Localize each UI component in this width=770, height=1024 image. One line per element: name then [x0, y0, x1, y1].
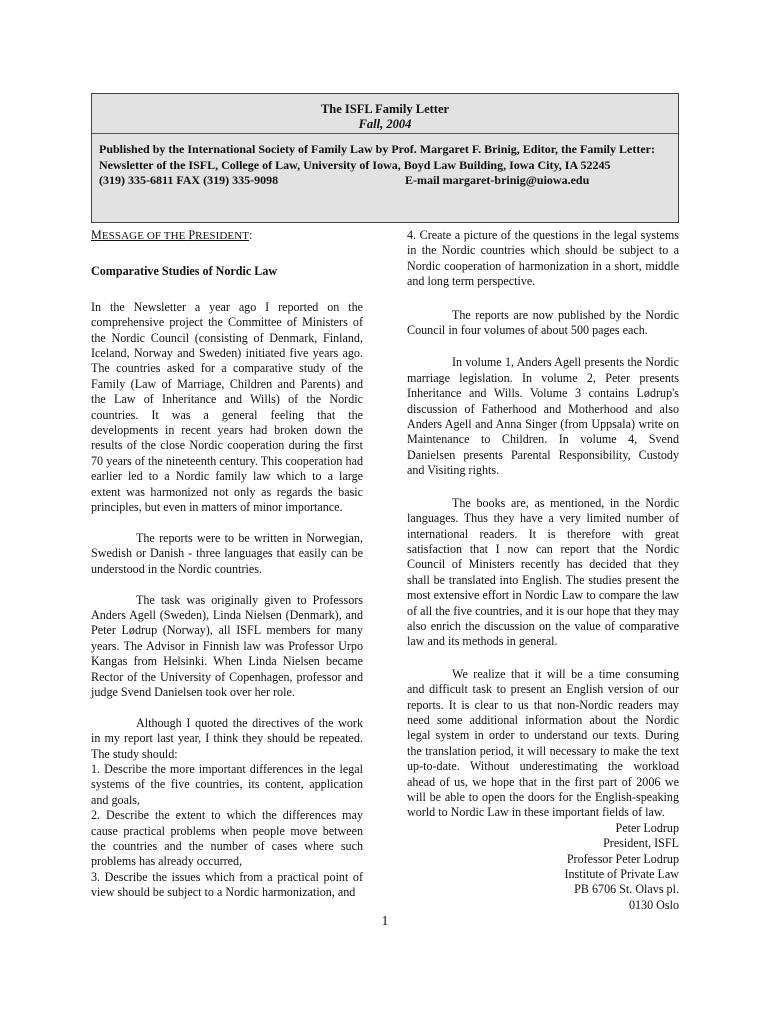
- paragraph: The reports are now published by the Nordic Council in four volumes of about 500 pages each.: [407, 307, 679, 338]
- section-label-colon: :: [249, 228, 253, 242]
- email-address: E-mail margaret-brinig@uiowa.edu: [405, 173, 590, 187]
- list-item: 4. Create a picture of the questions in the legal systems in the Nordic countries which should be subject to a Nordic cooperation of harmonization in a short, middle and long term perspective.: [407, 228, 679, 289]
- list-item: 2. Describe the extent to which the differences may cause practical problems when people move between the countries and the number of cases where such problems has already occurred,: [91, 808, 363, 869]
- signature-block: [407, 821, 679, 913]
- section-label: MESSAGE OF THE PRESIDENT: [91, 228, 250, 242]
- publisher-text: Published by the International Society of Family Law by Prof. Margaret F. Brinig, Editor, the Family Letter: Newsletter of the ISFL, College of Law, University of Iowa, Boyd Law Building, Iowa City, IA 52245: [99, 142, 655, 172]
- paragraph: In volume 1, Anders Agell presents the Nordic marriage legislation. In volume 2, Peter presents Inheritance and Wills. Volume 3 contains Lødrup's discussion of Fatherhood and Motherhood and also Anders Agell and Anna Singer (from Uppsala) write on Maintenance to Children. In volume 4, Svend Danielsen presents Parental Responsibility, Custody and Visiting rights.: [407, 355, 679, 478]
- publisher-info: [92, 134, 678, 189]
- newsletter-header: [91, 93, 679, 223]
- signature-line: Peter Lodrup: [615, 820, 679, 835]
- signature-line: Institute of Private Law: [564, 867, 679, 882]
- paragraph: Although I quoted the directives of the work in my report last year, I think they should be repeated. The study should:: [91, 715, 363, 761]
- list-item: 3. Describe the issues which from a practical point of view should be subject to a Nordic harmonization, and: [91, 869, 363, 900]
- left-column: [91, 228, 363, 901]
- signature-line: 0130 Oslo: [628, 897, 679, 912]
- paragraph: In the Newsletter a year ago I reported on the comprehensive project the Committee of Ministers of the Nordic Council (consisting of Denmark, Finland, Iceland, Norway and Sweden) initiated five years ago. The countries asked for a comparative study of the Family (Law of Marriage, Children and Parents) and the Law of Inheritance and Wills) of the Nordic countries. It was a general feeling that the developments in recent years had broken down the results of the close Nordic cooperation during the first 70 years of the nineteenth century. This cooperation had earlier led to a Nordic family law which to a large extent was harmonized not only as regards the basic principles, but even in matters of minor importance.: [91, 299, 363, 515]
- issue-date: Fall, 2004: [358, 117, 412, 131]
- signature-line: PB 6706 St. Olavs pl.: [574, 882, 679, 897]
- page-number: 1: [381, 914, 389, 929]
- newsletter-title: The ISFL Family Letter: [320, 102, 450, 116]
- article-subheading: Comparative Studies of Nordic Law: [91, 264, 278, 279]
- signature-line: President, ISFL: [603, 836, 679, 851]
- signature-line: Professor Peter Lodrup: [566, 851, 679, 866]
- paragraph: The books are, as mentioned, in the Nordic languages. Thus they have a very limited number of international readers. It is therefore with great satisfaction that I now can report that the Nordic Council of Ministers recently has decided that they shall be translated into English. The studies present the most extensive effort in Nordic Law to compare the law of all the five countries, and it is our hope that they may also enrich the discussion on the value of comparative law and its methods in general.: [407, 495, 679, 649]
- paragraph: We realize that it will be a time consuming and difficult task to present an English version of our reports. It is clear to us that non-Nordic readers may need some additional information about the Nordic legal system in order to understand our texts. During the translation period, it will necessary to make the text up-to-date. Without underestimating the workload ahead of us, we hope that in the first part of 2006 we will be able to open the doors for the English-speaking world to Nordic Law in these important fields of law.: [407, 666, 679, 820]
- section-heading: [91, 228, 363, 244]
- title-area: [92, 94, 678, 134]
- phone-fax: (319) 335-6811 FAX (319) 335-9098: [99, 173, 279, 187]
- paragraph: The reports were to be written in Norwegian, Swedish or Danish - three languages that easily can be understood in the Nordic countries.: [91, 530, 363, 576]
- directives-block: [91, 716, 363, 901]
- list-item: 1. Describe the more important differences in the legal systems of the five countries, its content, application and goals,: [91, 761, 363, 807]
- contact-line: [99, 173, 671, 189]
- paragraph: The task was originally given to Professors Anders Agell (Sweden), Linda Nielsen (Denmark), and Peter Lødrup (Norway), all ISFL members for many years. The Advisor in Finnish law was Professor Urpo Kangas from Helsinki. When Linda Nielsen became Rector of the University of Copenhagen, professor and judge Svend Danielsen took over her role.: [91, 592, 363, 699]
- right-column: [407, 228, 679, 913]
